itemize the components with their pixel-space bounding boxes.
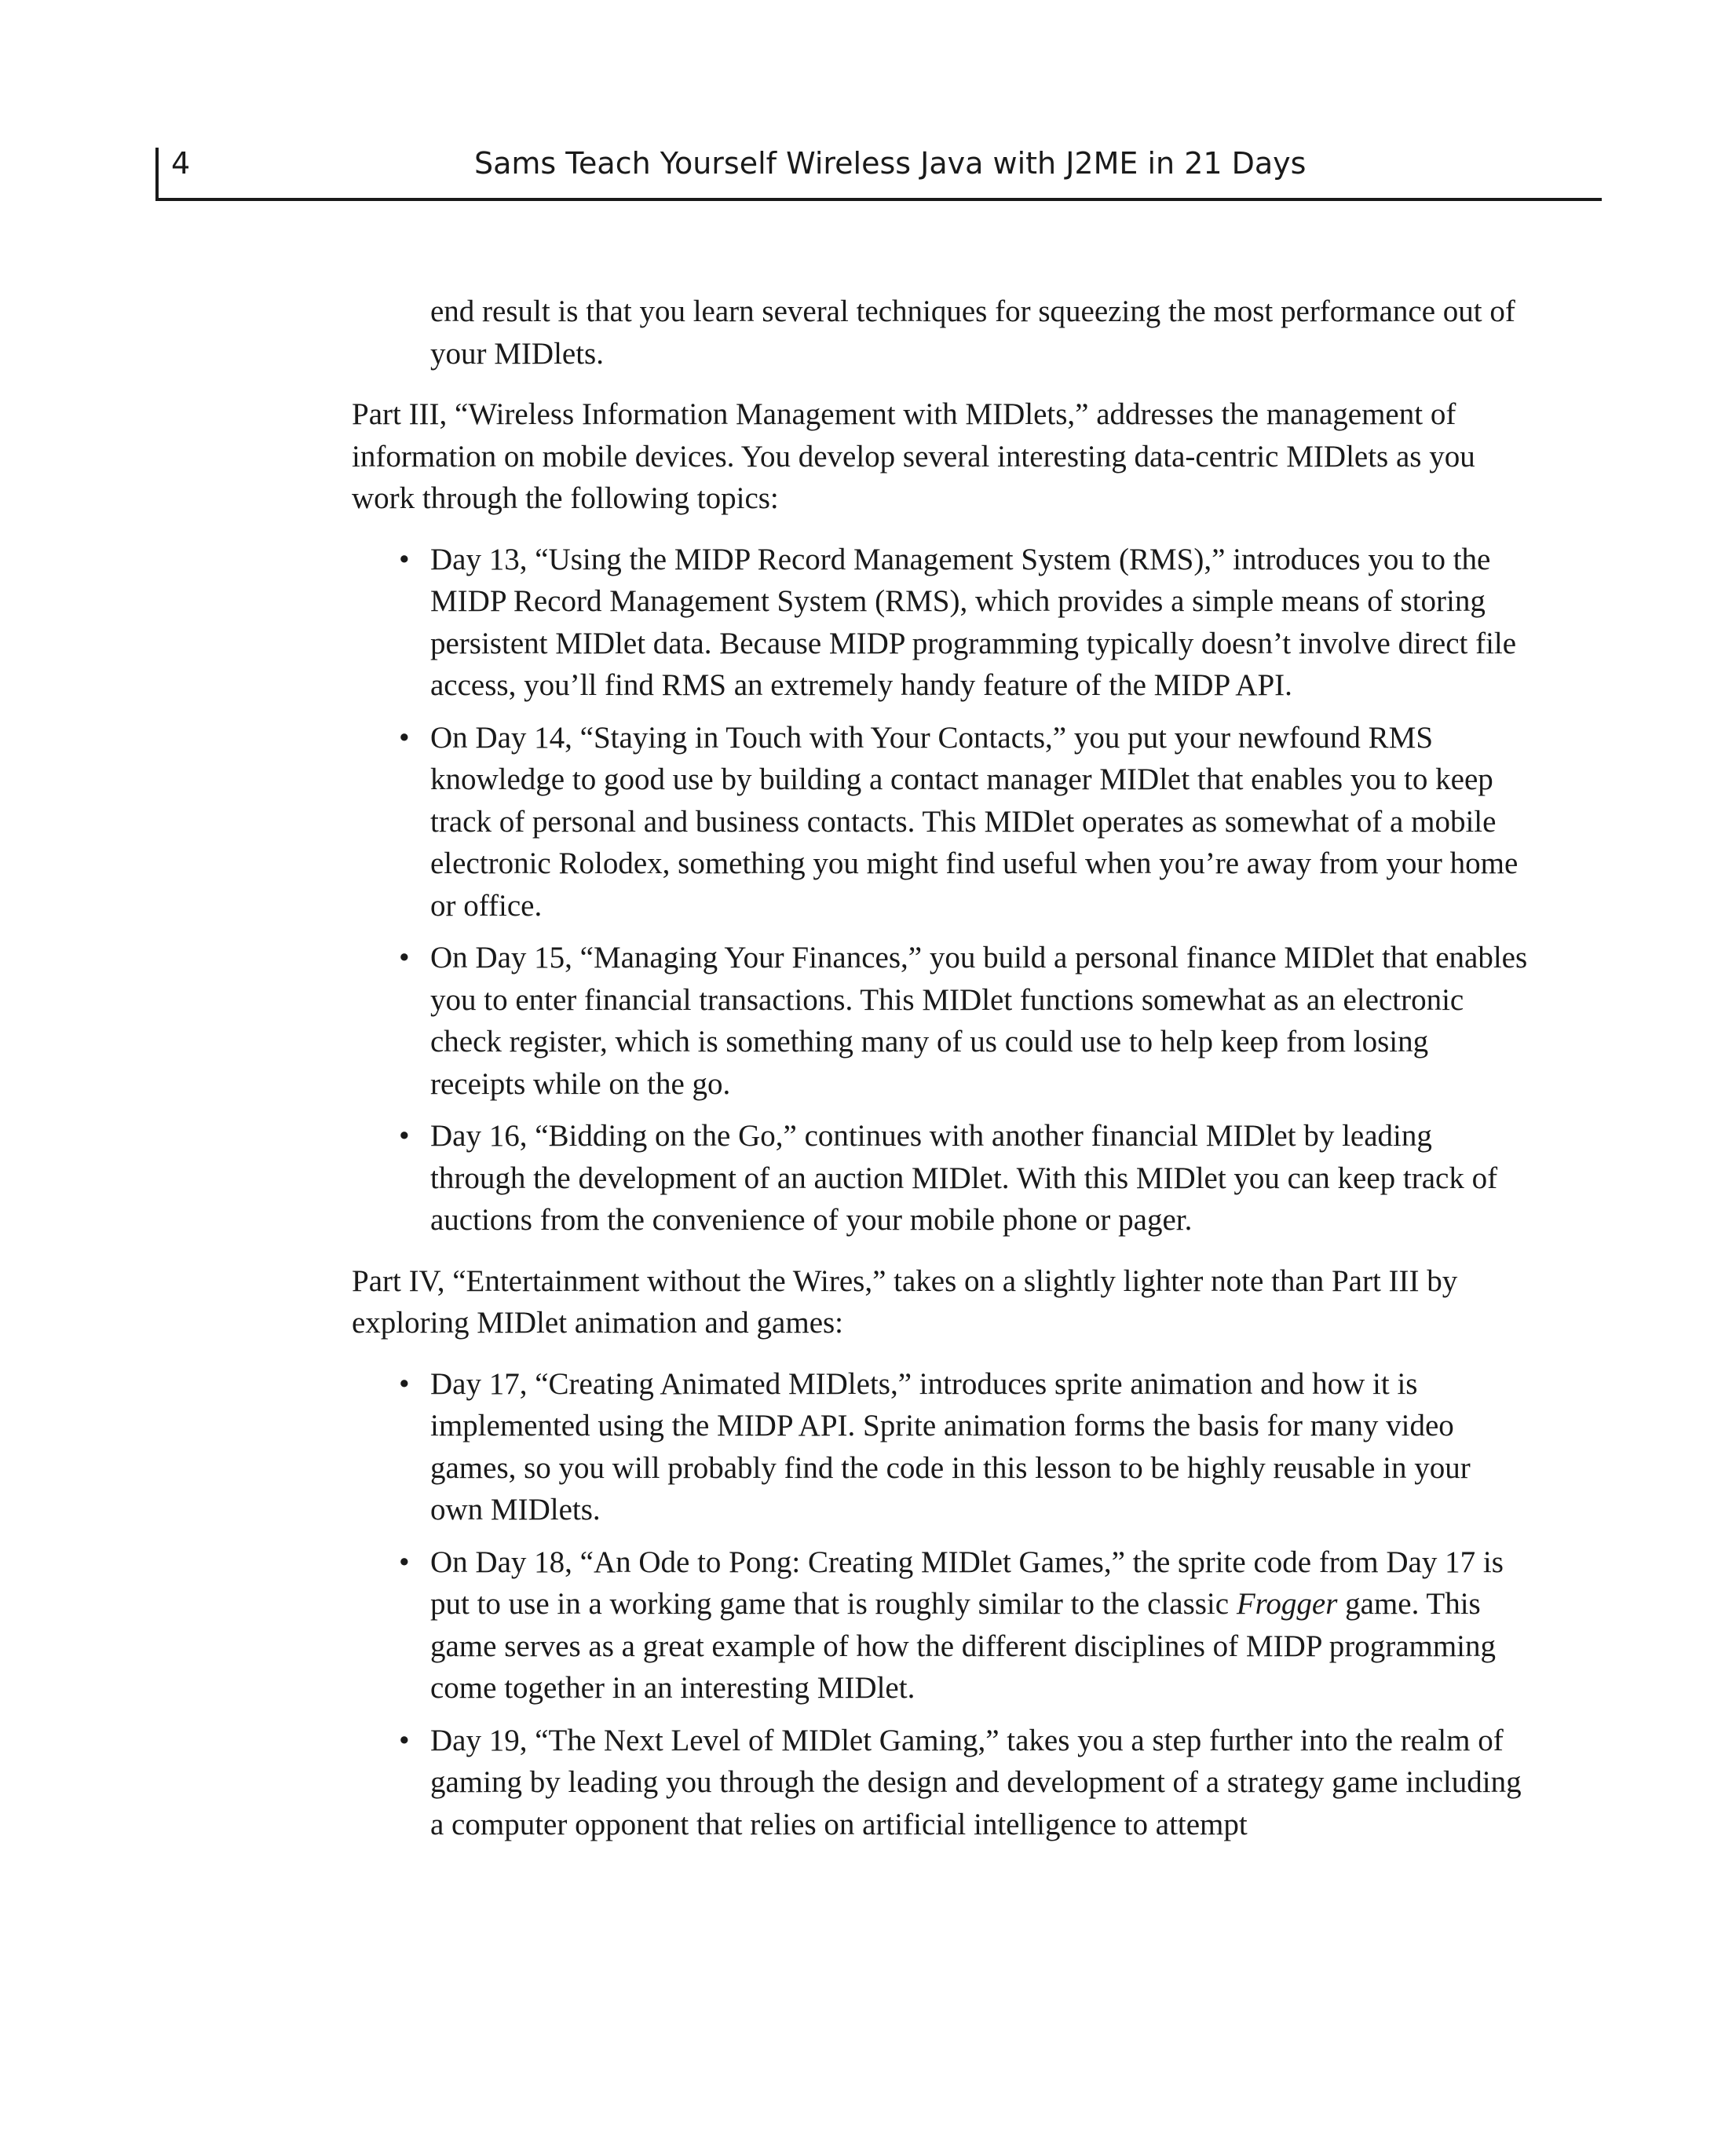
day18-text-end: game. This game serves as a great example of how the different disciplines of MIDP programming come together in an interesting MIDlet. [430, 1587, 1497, 1705]
page-body [352, 291, 1530, 1856]
list-item [399, 717, 1530, 927]
list-item-text [430, 1545, 1504, 1706]
day18-text-start: On Day 18, “An Ode to Pong: Creating MIDlet Games,” the sprite code from Day 17 is put to use in a working game that is roughly similar to the classic [430, 1545, 1504, 1621]
list-item [399, 1115, 1530, 1241]
list-item-text: Day 13, “Using the MIDP Record Management System (RMS),” introduces you to the MIDP Record Management System (RMS), which provides a simple means of storing persistent MIDlet data. Because MIDP programming typically doesn’t involve direct file access, you’ll find RMS an extremely handy feature of the MIDP API. [430, 542, 1517, 702]
list-item-text: Day 17, “Creating Animated MIDlets,” introduces sprite animation and how it is implemented using the MIDP API. Sprite animation forms the basis for many video games, so you will probably find the code in this lesson to be highly reusable in your own MIDlets. [430, 1366, 1471, 1527]
header-tick-mark [155, 148, 159, 201]
page-number: 4 [171, 146, 191, 181]
list-item-text: Day 19, “The Next Level of MIDlet Gaming,” takes you a step further into the realm of gaming by leading you through the design and development of a strategy game including a computer opponent that relies on artificial intelligence to attempt [430, 1723, 1522, 1841]
part4-topic-list [352, 1363, 1530, 1846]
list-item [399, 1363, 1530, 1531]
bullet-icon: • [399, 941, 410, 974]
list-item [399, 937, 1530, 1105]
page-header [155, 140, 1602, 201]
part4-intro-paragraph: Part IV, “Entertainment without the Wires,” takes on a slightly lighter note than Part III by exploring MIDlet animation and games: [352, 1263, 1458, 1340]
list-item-text: Day 16, “Bidding on the Go,” continues with another financial MIDlet by leading through the development of an auction MIDlet. With this MIDlet you can keep track of auctions from the convenience of your mobile phone or pager. [430, 1119, 1498, 1237]
continued-paragraph: end result is that you learn several techniques for squeezing the most performance out of your MIDlets. [430, 294, 1515, 371]
bullet-icon: • [399, 1119, 410, 1153]
part3-intro-paragraph: Part III, “Wireless Information Management with MIDlets,” addresses the management of information on mobile devices. You develop several interesting data-centric MIDlets as you work through the following topics: [352, 397, 1475, 515]
list-item [399, 1720, 1530, 1846]
running-head: Sams Teach Yourself Wireless Java with J2ME in 21 Days [474, 146, 1307, 181]
list-item [399, 1541, 1530, 1709]
bullet-icon: • [399, 1723, 410, 1757]
bullet-icon: • [399, 542, 410, 576]
part3-topic-list [352, 539, 1530, 1241]
bullet-icon: • [399, 1366, 410, 1401]
bullet-icon: • [399, 1545, 410, 1579]
frogger-title: Frogger [1236, 1587, 1338, 1621]
list-item-text: On Day 15, “Managing Your Finances,” you build a personal finance MIDlet that enables you to enter financial transactions. This MIDlet functions somewhat as an electronic check register, which is something many of us could use to help keep from losing receipts while on the go. [430, 941, 1528, 1101]
bullet-icon: • [399, 720, 410, 755]
list-item [399, 539, 1530, 707]
list-item-text: On Day 14, “Staying in Touch with Your Contacts,” you put your newfound RMS knowledge to good use by building a contact manager MIDlet that enables you to keep track of personal and business contacts. This MIDlet operates as somewhat of a mobile electronic Rolodex, something you might find useful when you’re away from your home or office. [430, 720, 1519, 923]
